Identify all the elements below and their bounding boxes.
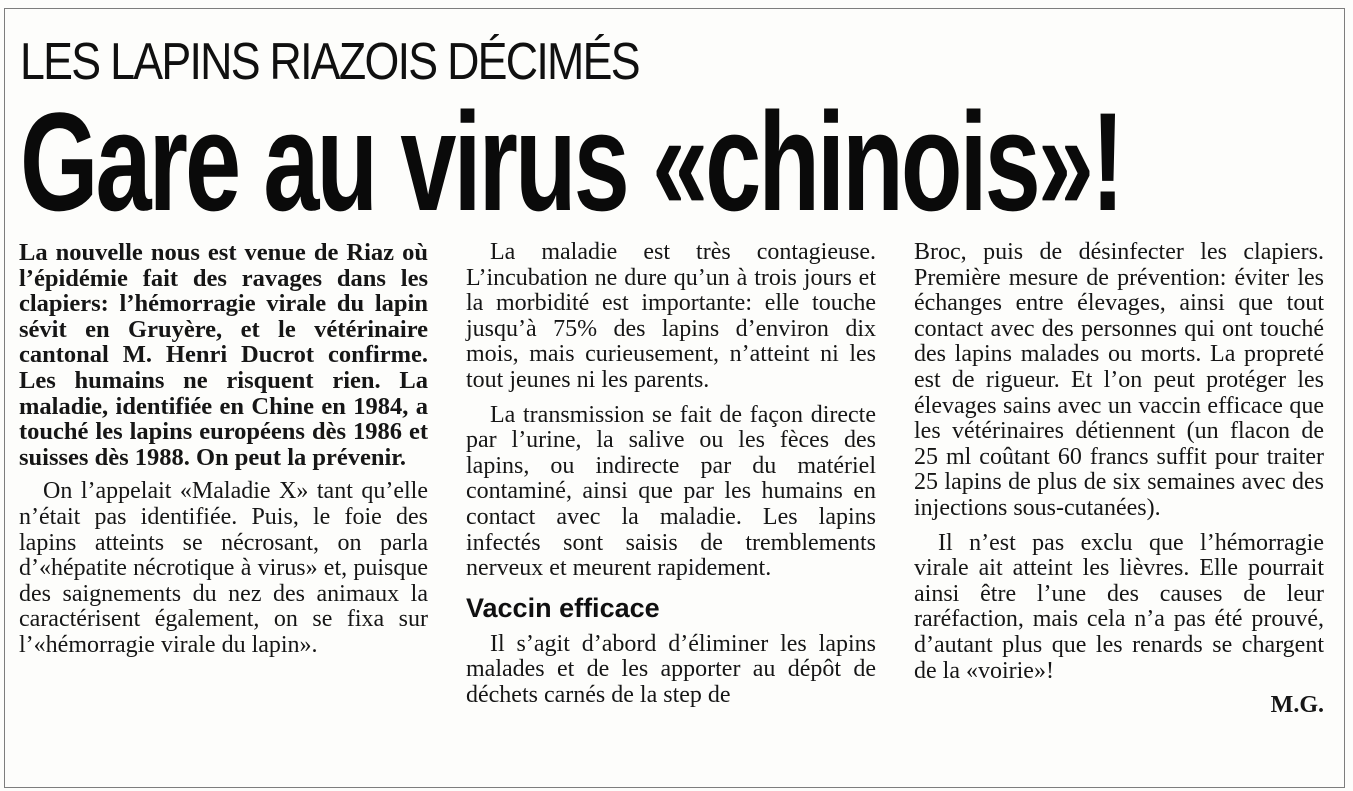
author-signature: M.G. [1270, 692, 1324, 719]
lead-paragraph: La nouvelle nous est venue de Riaz où l’épidémie fait des ravages dans les clapiers: l’hémorragie virale du lapin sévit en Gruyère, et le vétérinaire cantonal M. Henri Ducrot confirme. Les humains ne risquent rien. La maladie, identifiée en Chine en 1984, a touché les lapins européens dès 1986 et suisses dès 1988. On peut la prévenir. [19, 239, 428, 471]
kicker-headline: LES LAPINS RIAZOIS DÉCIMÉS [20, 33, 639, 91]
body-paragraph: On l’appelait «Maladie X» tant qu’elle n’était pas identifiée. Puis, le foie des lapins atteints se nécrosant, on parla d’«hépatite nécrotique à virus» et, puisque des saignements du nez des animaux la caractérisent également, on se fixa sur l’«hémorragie virale du lapin». [19, 478, 428, 658]
article-column-3 [914, 240, 1324, 728]
body-paragraph: Il s’agit d’abord d’éliminer les lapins malades et de les apporter au dépôt de déchets carnés de la step de [466, 630, 876, 708]
body-paragraph: La transmission se fait de façon directe par l’urine, la salive ou les fèces des lapins, ou indirecte par du matériel contaminé, ainsi que par les humains en contact avec la maladie. Les lapins infectés sont saisis de tremblements nerveux et meurent rapidement. [466, 401, 876, 582]
main-headline: Gare au virus «chinois»! [20, 83, 1122, 240]
subheading: Vaccin efficace [466, 592, 660, 623]
article-column-1 [19, 240, 428, 668]
body-paragraph: Il n’est pas exclu que l’hémorragie virale ait atteint les lièvres. Elle pourrait ainsi être l’une des causes de leur raréfaction, mais cela n’a pas été prouvé, d’autant plus que les renards se chargent de la «voirie»! [914, 529, 1324, 684]
body-paragraph: La maladie est très contagieuse. L’incubation ne dure qu’un à trois jours et la morbidité est importante: elle touche jusqu’à 75% des lapins d’environ dix mois, mais curieusement, n’atteint ni les tout jeunes ni les parents. [466, 239, 876, 393]
body-paragraph-continued: Broc, puis de désinfecter les clapiers. Première mesure de prévention: éviter les échanges entre élevages, ainsi que tout contact avec des personnes qui ont touché des lapins malades ou morts. La propreté est de rigueur. Et l’on peut protéger les élevages sains avec un vaccin efficace que les vétérinaires détiennent (un flacon de 25 ml coûtant 60 francs suffit pour traiter 25 lapins de plus de six semaines avec des injections sous-cutanées). [914, 239, 1324, 521]
article-column-2 [466, 240, 876, 718]
